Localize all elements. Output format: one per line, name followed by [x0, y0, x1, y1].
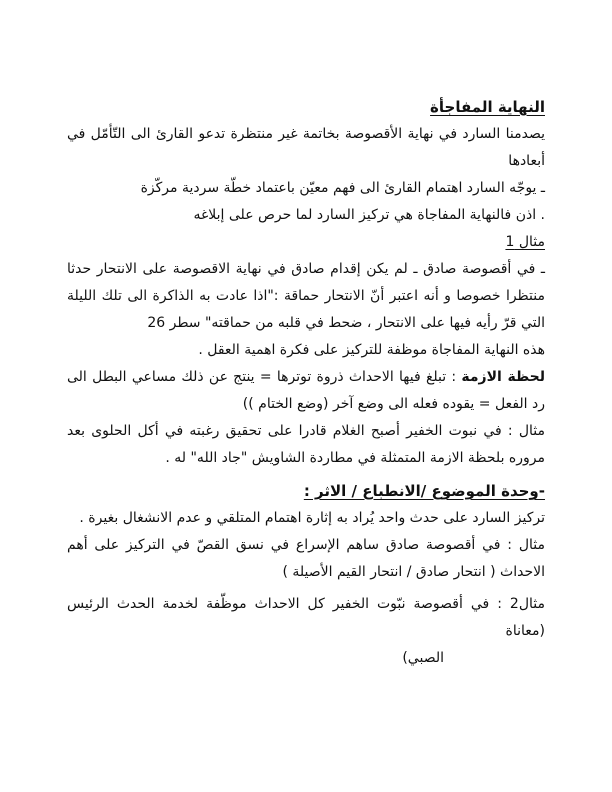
paragraph-ending-is-focus: . اذن فالنهاية المفاجاة هي تركيز السارد لما حرص على إبلاغه — [193, 207, 545, 223]
paragraph-watchman-club-example: مثال : في نبوت الخفير أصبح الغلام قادرا على تحقيق رغبته في أكل الحلوى بعد مروره بلحظة الازمة المتمثلة في مطاردة الشاويش "جاد الله" له . — [67, 423, 545, 466]
paragraph-single-event-focus: تركيز السارد على حدث واحد يُراد به إثارة اهتمام المتلقي و عدم الانشغال بغيرة . — [79, 510, 545, 526]
example-1-heading: مثال 1 — [505, 234, 545, 250]
unity-of-theme-heading: -وحدة الموضوع /الانطباع / الاثر : — [303, 482, 545, 500]
example-2-line-2: الصبي) — [402, 650, 444, 666]
document-content — [67, 94, 545, 672]
paragraph-ending-highlights-reason: هذه النهاية المفاجاة موظفة للتركيز على فكرة اهمية العقل . — [198, 342, 545, 358]
paragraph-surprise-ending-intro: يصدمنا السارد في نهاية الأقصوصة بخاتمة غير منتظرة تدعو القارئ الى التّأمّل في أبعادها — [67, 126, 545, 169]
paragraph-example-2 — [67, 591, 545, 672]
crisis-moment-definition: : تبلغ فيها الاحداث ذروة توترها = ينتج عن ذلك مساعي البطل الى رد الفعل = يقوده فعله الى وضع آخر (وضع الختام )) — [67, 369, 545, 412]
crisis-moment-term: لحظة الازمة — [461, 369, 545, 385]
example-2-line-1: مثال2 : في أقصوصة نبّوت الخفير كل الاحداث موظّفة لخدمة الحدث الرئيس (معاناة — [67, 596, 545, 639]
paragraph-narrator-guides-reader: ـ يوجّه السارد اهتمام القارئ الى فهم معيّن باعتماد خطّة سردية مركّزة — [140, 180, 545, 196]
paragraph-crisis-moment — [67, 364, 545, 418]
document-title: النهاية المفاجأة — [430, 98, 545, 116]
paragraph-sadiq-pace-example: مثال : في أقصوصة صادق ساهم الإسراع في نسق القصّ في التركيز على أهم الاحداث ( انتحار صادق / انتحار القيم الأصيلة ) — [67, 537, 545, 580]
paragraph-sadiq-suicide-example: ـ في أقصوصة صادق ـ لم يكن إقدام صادق في نهاية الاقصوصة على الانتحار حدثا منتظرا خصوصا و أنه اعتبر أنّ الانتحار حماقة :"اذا عادت به الذاكرة الى تلك الليلة التي قرّ رأيه فيها على الانتحار ، ضحط في قلبه من حماقته" سطر 26 — [67, 261, 545, 331]
